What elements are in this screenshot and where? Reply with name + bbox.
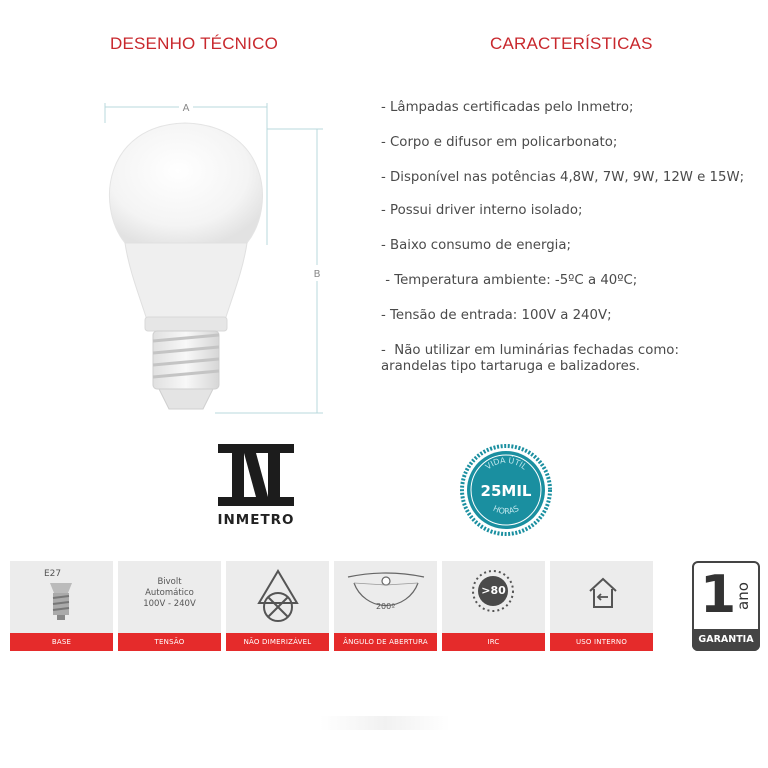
life-badge-main: 25MIL [480,482,532,500]
life-badge-bottom: HORAS [491,503,521,516]
tile-voltage-line3: 100V - 240V [143,599,196,609]
tile-non-dimmable [226,561,329,651]
tile-irc [442,561,545,651]
tile-beam-angle [334,561,437,651]
features-list [381,100,761,375]
beam-angle-icon [342,569,430,627]
dimension-b-label: B [313,269,321,280]
e27-base-icon [48,583,74,623]
features-heading: CARACTERÍSTICAS [490,34,653,53]
feature-item: - Não utilizar em luminárias fechadas como: arandelas tipo tartaruga e balizadores. [381,343,684,374]
guarantee-number: 1 [700,565,737,625]
tile-voltage-label: TENSÃO [118,633,221,651]
inmetro-logo [218,444,294,506]
guarantee-unit: ano [733,582,752,610]
life-badge-top: VIDA ÚTIL [483,455,529,472]
drawing-heading: DESENHO TÉCNICO [110,34,278,53]
tile-irc-label: IRC [442,633,545,651]
feature-item: - Possui driver interno isolado; [381,203,583,218]
non-dimmable-icon [257,569,299,627]
tile-base [10,561,113,651]
tile-indoor-use-label: USO INTERNO [550,633,653,651]
indoor-home-icon [586,575,620,611]
tile-base-value: E27 [44,569,62,579]
tile-indoor-use [550,561,653,651]
tile-voltage-line2: Automático [145,588,194,598]
feature-item: - Temperatura ambiente: -5ºC a 40ºC; [381,273,638,288]
tile-beam-angle-value: 200º [375,602,396,611]
tile-voltage [118,561,221,651]
tile-non-dimmable-label: NÃO DIMERIZÁVEL [226,633,329,651]
feature-item: - Lâmpadas certificadas pelo Inmetro; [381,100,634,115]
inmetro-label: INMETRO [217,512,295,528]
life-25mil-hours-badge [459,443,553,537]
feature-item: - Baixo consumo de energia; [381,238,571,253]
bottom-smudge [320,716,450,730]
dimension-a-label: A [182,103,190,114]
tile-beam-angle-label: ÂNGULO DE ABERTURA [334,633,437,651]
feature-item: - Disponível nas potências 4,8W, 7W, 9W, 12W e 15W; [381,170,745,185]
feature-item: - Tensão de entrada: 100V a 240V; [381,308,612,323]
feature-item: - Corpo e difusor em policarbonato; [381,135,618,150]
guarantee-label: GARANTIA [692,629,760,651]
bulb-technical-drawing [95,95,335,425]
tile-irc-value: >80 [481,584,506,597]
tile-base-label: BASE [10,633,113,651]
tile-voltage-line1: Bivolt [157,577,182,587]
spec-icon-strip [10,561,653,651]
guarantee-badge [692,561,760,651]
